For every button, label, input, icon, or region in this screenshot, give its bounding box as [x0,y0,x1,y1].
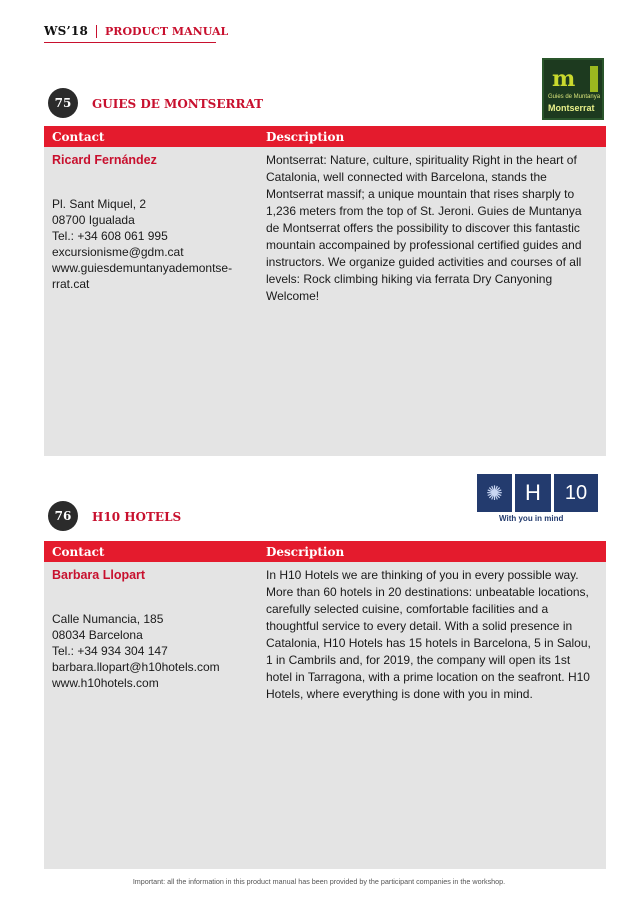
brand-title: WS’18 [44,24,89,38]
header-separator [96,25,97,38]
table-header-bar [44,126,606,147]
description-text: Montserrat: Nature, culture, spirituality Right in the heart of Catalonia, well connected with Barcelona, stands the Montserrat massif; a unique mountain that rises sharply to 1,236 meters from the top of St. Jeroni. Guies de Muntanya de Montserrat offers the possibility to discover this fantastic mountain accompained by professional certified guides and instructors. We organize guided activities and courses of all levels: Rock climbing hiking via ferrata Dry Canyoning Welcome! [266,153,582,303]
logo-line1: Guies de Muntanya [548,94,601,100]
contact-person: Ricard Fernández [52,153,157,167]
address-line1: Calle Numancia, 185 [52,612,164,626]
section-title: PRODUCT MANUAL [105,24,229,38]
description-header: Description [266,129,345,144]
contact-header: Contact [52,544,105,559]
logo-ten [554,474,598,512]
entry-body [44,562,606,869]
contact-person: Barbara Llopart [52,568,146,582]
logo-vertical-bar [590,66,598,92]
h10-hotels-logo [477,474,598,526]
email: excursionisme@gdm.cat [52,245,184,259]
phone: Tel.: +34 608 061 995 [52,229,168,243]
website: www.h10hotels.com [52,676,159,690]
website-line1: www.guiesdemuntanyademontse- [52,261,233,275]
contact-header: Contact [52,129,105,144]
email: barbara.llopart@h10hotels.com [52,660,220,674]
website-line2: rrat.cat [52,277,90,291]
contact-column [52,152,252,292]
company-name: H10 HOTELS [92,510,182,524]
logo-h: H [515,474,551,512]
logo-ten-text: 10 [564,481,588,504]
table-header-bar [44,541,606,562]
phone: Tel.: +34 934 304 147 [52,644,168,658]
entry-number-badge: 76 [48,501,78,531]
description-header: Description [266,544,345,559]
logo-line2: Montserrat [548,103,595,113]
entry-body [44,147,606,456]
entry-number-badge: 75 [48,88,78,118]
description-text: In H10 Hotels we are thinking of you in every possible way. More than 60 hotels in 20 destinations: unbeatable locations, carefully selected cuisine, comfortable facilities and a thoughtful service to every detail. With a solid presence in Catalonia, H10 Hotels has 15 hotels in Barcelona, 5 in Salou, 1 in Cambrils and, for 2019, the company will open its 1st hotel in Tarragona, with a prime location on the seafront. H10 Hotels, where everything is done with you in mind. [266,568,591,701]
address-line2: 08034 Barcelona [52,628,143,642]
address-line1: Pl. Sant Miquel, 2 [52,197,147,211]
logo-tagline: With you in mind [499,514,564,523]
header-rule [44,42,216,43]
page-header [44,20,228,42]
guies-montserrat-logo [542,58,604,120]
contact-column [52,567,262,691]
logo-initials: m [552,66,576,92]
flower-icon: ✺ [477,474,512,512]
address-line2: 08700 Igualada [52,213,135,227]
footer-note: Important: all the information in this product manual has been provided by the participant companies in the workshop. [132,877,506,886]
company-name: GUIES DE MONTSERRAT [92,97,264,111]
